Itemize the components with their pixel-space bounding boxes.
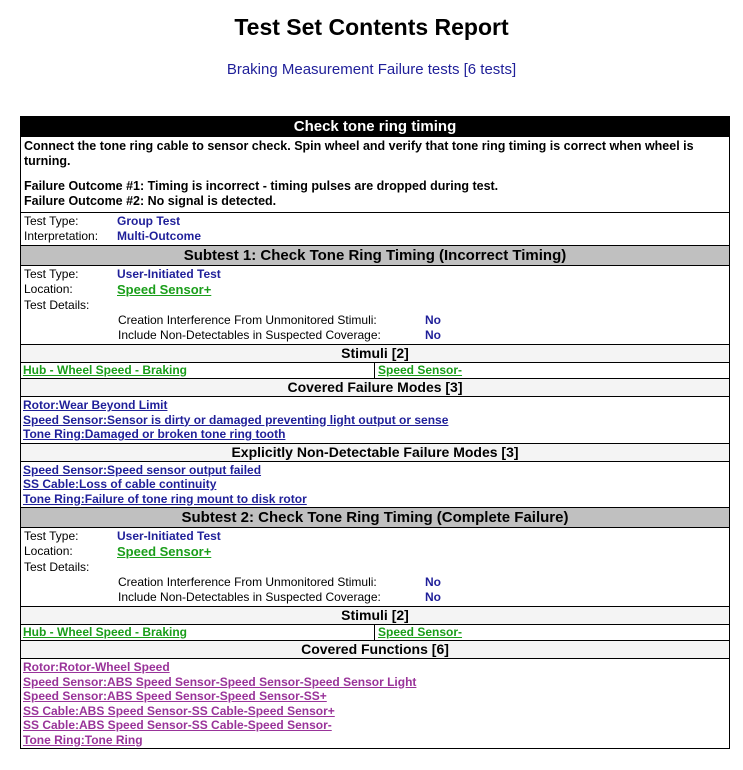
group-description-block [21, 137, 729, 212]
detail-nondetectables-value: No [425, 590, 441, 604]
non-detectable-failure-modes-list [21, 462, 729, 508]
report-subtitle: Braking Measurement Failure tests [6 tests] [226, 61, 517, 78]
test-type-label: Test Type: [24, 529, 79, 543]
covered-failure-modes-header: Covered Failure Modes [3] [21, 379, 729, 397]
report-table [20, 116, 730, 749]
failure-mode-link[interactable]: Speed Sensor:Speed sensor output failed [23, 462, 262, 477]
failure-mode-link[interactable]: Tone Ring:Failure of tone ring mount to disk rotor [23, 491, 307, 506]
stimuli-header: Stimuli [2] [21, 606, 729, 625]
report-title: Test Set Contents Report [234, 14, 509, 40]
detail-interference-value: No [425, 313, 441, 327]
failure-outcome-1: Failure Outcome #1: Timing is incorrect - timing pulses are dropped during test. [24, 179, 499, 193]
detail-nondetectables-value: No [425, 328, 441, 342]
detail-interference-value: No [425, 575, 441, 589]
non-detectable-failure-modes-header: Explicitly Non-Detectable Failure Modes [3] [21, 443, 729, 462]
function-link[interactable]: SS Cable:ABS Speed Sensor-SS Cable-Speed Sensor- [23, 718, 332, 732]
test-details-label: Test Details: [24, 298, 90, 312]
location-label: Location: [24, 282, 73, 296]
subtest-1-header: Subtest 1: Check Tone Ring Timing (Incorrect Timing) [21, 245, 729, 266]
stimulus-link[interactable]: Hub - Wheel Speed - Braking [23, 625, 188, 639]
function-link[interactable]: Speed Sensor:ABS Speed Sensor-Speed Sensor-SS+ [23, 689, 327, 703]
failure-mode-link[interactable]: Tone Ring:Damaged or broken tone ring tooth [23, 427, 286, 441]
subtest-2-header: Subtest 2: Check Tone Ring Timing (Complete Failure) [21, 507, 729, 528]
group-properties [21, 212, 729, 245]
group-description: Connect the tone ring cable to sensor check. Spin wheel and verify that tone ring timing is correct when wheel is turning. [24, 139, 694, 168]
subtest-2-properties [21, 528, 729, 606]
test-type-label: Test Type: [24, 267, 79, 281]
stimulus-link[interactable]: Hub - Wheel Speed - Braking [23, 363, 188, 377]
stimuli-header: Stimuli [2] [21, 344, 729, 363]
failure-outcome-2: Failure Outcome #2: No signal is detected. [24, 194, 277, 208]
test-type-label: Test Type: [24, 214, 79, 228]
function-link[interactable]: Tone Ring:Tone Ring [23, 732, 143, 747]
covered-functions-header: Covered Functions [6] [21, 641, 729, 659]
failure-mode-link[interactable]: Speed Sensor:Sensor is dirty or damaged preventing light output or sense [23, 412, 449, 427]
location-label: Location: [24, 544, 73, 558]
detail-interference-label: Creation Interference From Unmonitored Stimuli: [118, 313, 377, 327]
test-type-value: User-Initiated Test [117, 529, 221, 543]
function-link[interactable]: Speed Sensor:ABS Speed Sensor-Speed Sensor-Speed Sensor Light [23, 674, 417, 689]
test-type-value: User-Initiated Test [117, 267, 221, 281]
covered-functions-list [21, 659, 729, 748]
stimuli-row [21, 363, 729, 379]
function-link[interactable]: Rotor:Rotor-Wheel Speed [23, 660, 170, 674]
covered-failure-modes-list [21, 397, 729, 443]
function-link[interactable]: SS Cable:ABS Speed Sensor-SS Cable-Speed Sensor+ [23, 703, 335, 718]
location-link[interactable]: Speed Sensor+ [117, 544, 212, 559]
location-link[interactable]: Speed Sensor+ [117, 282, 212, 297]
test-type-value: Group Test [117, 214, 181, 228]
stimulus-link[interactable]: Speed Sensor- [378, 625, 463, 639]
detail-interference-label: Creation Interference From Unmonitored Stimuli: [118, 575, 377, 589]
stimuli-row [21, 625, 729, 641]
interpretation-label: Interpretation: [24, 229, 99, 243]
subtest-1-properties [21, 266, 729, 344]
group-test-header: Check tone ring timing [21, 117, 729, 137]
failure-mode-link[interactable]: Rotor:Wear Beyond Limit [23, 398, 168, 412]
detail-nondetectables-label: Include Non-Detectables in Suspected Coverage: [118, 328, 381, 342]
test-details-label: Test Details: [24, 560, 90, 574]
failure-mode-link[interactable]: SS Cable:Loss of cable continuity [23, 477, 217, 491]
stimulus-link[interactable]: Speed Sensor- [378, 363, 463, 377]
detail-nondetectables-label: Include Non-Detectables in Suspected Coverage: [118, 590, 381, 604]
interpretation-value: Multi-Outcome [117, 229, 201, 243]
